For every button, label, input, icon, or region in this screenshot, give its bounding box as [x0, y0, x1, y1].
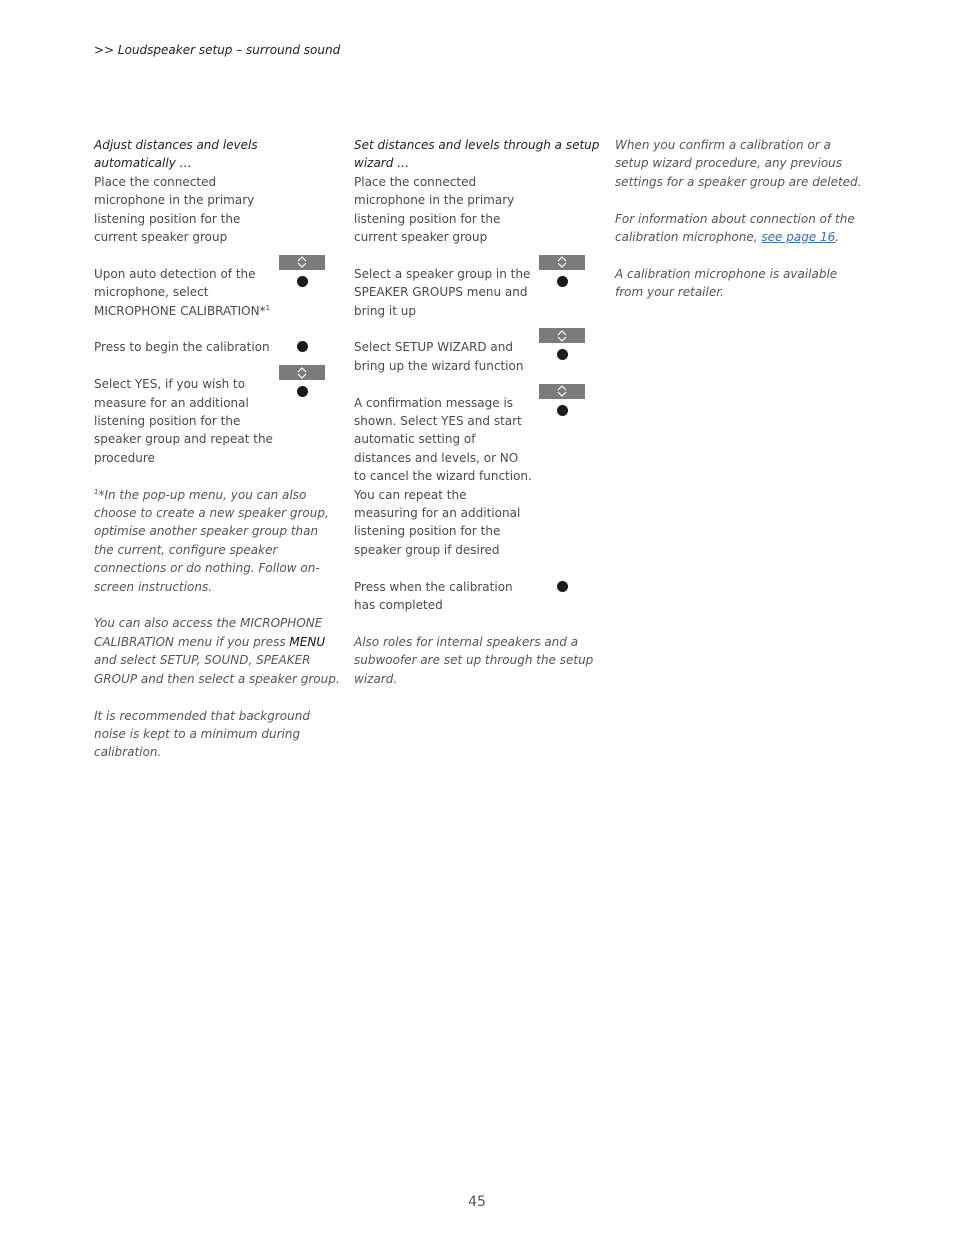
instruction-step	[94, 375, 340, 467]
instruction-text: Select a speaker group in the SPEAKER GROUPS menu and bring it up	[354, 266, 531, 318]
center-button-icon	[557, 405, 568, 416]
instruction-text: Press to begin the calibration	[94, 340, 270, 355]
instruction-step	[354, 173, 600, 247]
instruction-text: Place the connected microphone in the primary listening position for the current speaker group	[354, 174, 515, 245]
noise-note: It is recommended that background noise is kept to a minimum during calibration.	[94, 708, 310, 760]
center-button-icon	[297, 276, 308, 287]
menu-button-label: MENU	[289, 634, 326, 649]
column-setup-wizard	[354, 136, 600, 688]
page-number: 45	[468, 1194, 486, 1210]
section-heading: Set distances and levels through a setup wizard …	[354, 138, 600, 171]
up-down-arrows-icon	[539, 255, 585, 270]
retailer-note: A calibration microphone is available from your retailer.	[615, 266, 838, 300]
instruction-step	[94, 173, 340, 247]
instruction-text: Place the connected microphone in the primary listening position for the current speaker group	[94, 174, 255, 245]
instruction-step	[354, 394, 600, 560]
center-button-icon	[297, 386, 308, 397]
menu-access-note: You can also access the MICROPHONE CALIBRATION menu if you press MENU and select SETUP, SOUND, SPEAKER GROUP and then select a speaker group.	[94, 616, 340, 686]
up-down-arrows-icon	[539, 328, 585, 343]
instruction-text: Select SETUP WIZARD and bring up the wizard function	[354, 340, 524, 373]
instruction-step	[354, 265, 600, 320]
instruction-text: Upon auto detection of the microphone, select MICROPHONE CALIBRATION*$^1$	[94, 266, 271, 318]
instruction-step	[354, 578, 600, 615]
column-notes	[615, 136, 865, 302]
center-button-icon	[297, 341, 308, 352]
roles-note: Also roles for internal speakers and a subwoofer are set up through the setup wizard.	[354, 634, 594, 686]
page-16-link[interactable]: see page 16	[761, 230, 836, 245]
instruction-step	[94, 265, 340, 320]
connection-note: For information about connection of the calibration microphone, see page 16.	[615, 211, 855, 245]
instruction-text: Select YES, if you wish to measure for an additional listening position for the speaker group and repeat the procedure	[94, 377, 273, 465]
up-down-arrows-icon	[539, 384, 585, 399]
center-button-icon	[557, 581, 568, 592]
breadcrumb: >> Loudspeaker setup – surround sound	[94, 43, 341, 57]
instruction-text: A confirmation message is shown. Select YES and start automatic setting of distances and levels, or NO to cancel the wizard function. You can repeat the measuring for an additional listening position for the speaker group if desired	[354, 395, 532, 557]
footnote: $^1$*In the pop-up menu, you can also choose to create a new speaker group, optimise another speaker group than the current, configure speaker connections or do nothing. Follow on-screen instructions.	[94, 487, 329, 594]
center-button-icon	[557, 349, 568, 360]
section-heading: Adjust distances and levels automatically …	[94, 138, 258, 171]
up-down-arrows-icon	[279, 365, 325, 380]
instruction-step	[94, 338, 340, 356]
center-button-icon	[557, 276, 568, 287]
settings-deleted-note: When you confirm a calibration or a setup wizard procedure, any previous settings for a speaker group are deleted.	[615, 138, 862, 189]
up-down-arrows-icon	[279, 255, 325, 270]
instruction-text: Press when the calibration has completed	[354, 579, 513, 613]
instruction-step	[354, 338, 600, 375]
column-auto-calibration	[94, 136, 340, 762]
